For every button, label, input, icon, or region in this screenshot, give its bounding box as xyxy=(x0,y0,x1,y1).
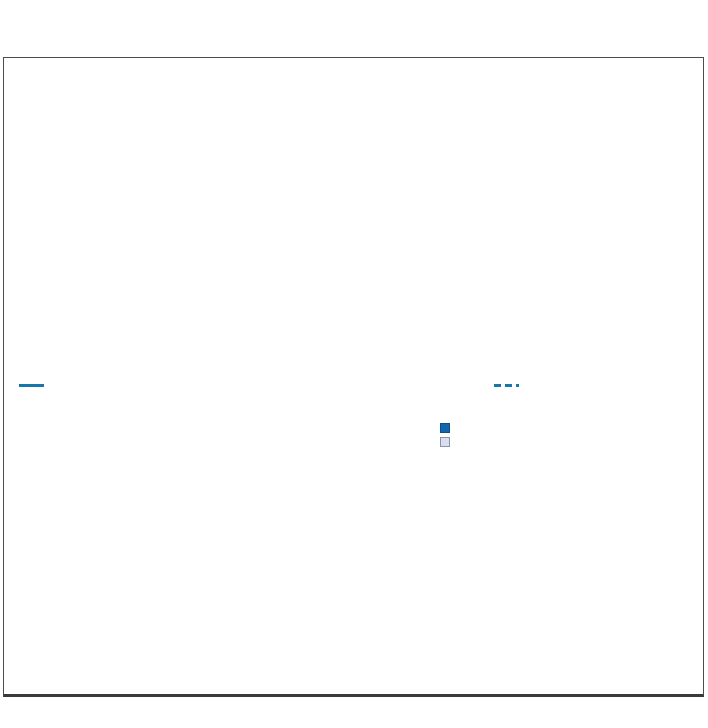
solid-line-swatch xyxy=(19,384,44,387)
legend-measles xyxy=(494,379,526,391)
dashed-line-swatch xyxy=(494,384,519,387)
legend-noninfluenza xyxy=(19,379,51,391)
figure-footnotes xyxy=(12,640,694,641)
bar-legend-light-swatch xyxy=(440,437,450,447)
bar-legend-dark-swatch xyxy=(440,423,450,433)
